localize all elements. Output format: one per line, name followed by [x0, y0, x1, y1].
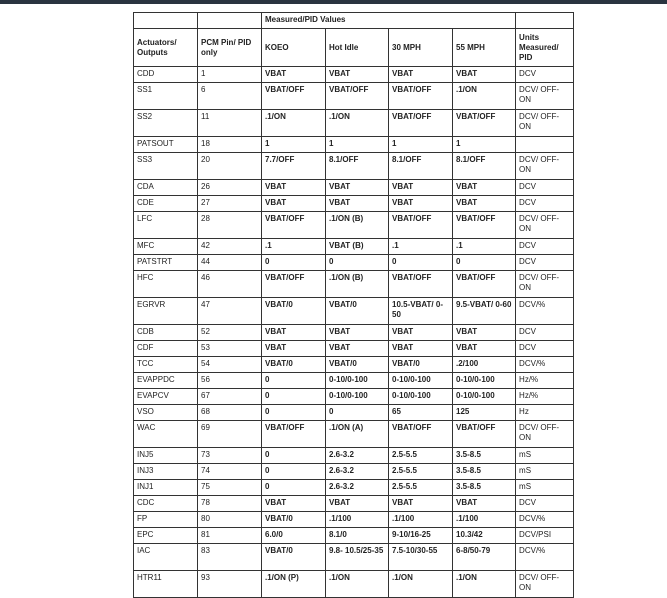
cell-pcm-pin: 6 — [198, 83, 262, 110]
cell-55mph: VBAT/OFF — [453, 212, 516, 239]
cell-actuator: INJ1 — [134, 480, 198, 496]
cell-hot-idle: VBAT — [326, 341, 389, 357]
cell-30mph: VBAT — [389, 196, 453, 212]
cell-30mph: VBAT — [389, 325, 453, 341]
cell-hot-idle: VBAT/0 — [326, 357, 389, 373]
cell-actuator: HTR11 — [134, 571, 198, 598]
cell-hot-idle: .1/100 — [326, 512, 389, 528]
cell-55mph: 8.1/OFF — [453, 153, 516, 180]
cell-koeo: 7.7/OFF — [262, 153, 326, 180]
cell-hot-idle: VBAT — [326, 496, 389, 512]
empty-header-cell — [198, 13, 262, 29]
table-row — [134, 153, 574, 180]
cell-55mph: .1 — [453, 239, 516, 255]
cell-units: DCV/ OFF-ON — [516, 153, 574, 180]
cell-units: DCV — [516, 341, 574, 357]
cell-units: DCV/ OFF-ON — [516, 83, 574, 110]
cell-koeo: .1/ON — [262, 110, 326, 137]
cell-actuator: INJ5 — [134, 448, 198, 464]
cell-actuator: CDC — [134, 496, 198, 512]
table-row — [134, 325, 574, 341]
cell-units — [516, 137, 574, 153]
cell-actuator: PATSOUT — [134, 137, 198, 153]
cell-koeo: 6.0/0 — [262, 528, 326, 544]
col-header-actuators: Actuators/ Outputs — [134, 29, 198, 67]
cell-pcm-pin: 1 — [198, 67, 262, 83]
cell-units: DCV — [516, 255, 574, 271]
cell-units: mS — [516, 480, 574, 496]
col-header-koeo: KOEO — [262, 29, 326, 67]
cell-hot-idle: VBAT/0 — [326, 298, 389, 325]
cell-koeo: VBAT — [262, 496, 326, 512]
cell-units: DCV — [516, 496, 574, 512]
cell-55mph: VBAT — [453, 496, 516, 512]
cell-pcm-pin: 69 — [198, 421, 262, 448]
cell-30mph: 0-10/0-100 — [389, 389, 453, 405]
cell-30mph: 7.5-10/30-55 — [389, 544, 453, 571]
cell-55mph: 0-10/0-100 — [453, 373, 516, 389]
cell-units: mS — [516, 448, 574, 464]
cell-30mph: VBAT — [389, 180, 453, 196]
table-row — [134, 196, 574, 212]
cell-55mph: VBAT/OFF — [453, 421, 516, 448]
cell-pcm-pin: 53 — [198, 341, 262, 357]
cell-30mph: 2.5-5.5 — [389, 464, 453, 480]
cell-55mph: 3.5-8.5 — [453, 448, 516, 464]
col-header-55mph: 55 MPH — [453, 29, 516, 67]
cell-actuator: IAC — [134, 544, 198, 571]
cell-55mph: VBAT — [453, 341, 516, 357]
cell-units: DCV/% — [516, 544, 574, 571]
table-row — [134, 421, 574, 448]
cell-55mph: 6-8/50-79 — [453, 544, 516, 571]
table-row — [134, 180, 574, 196]
column-header-row — [134, 29, 574, 67]
table-row — [134, 448, 574, 464]
table-row — [134, 464, 574, 480]
cell-koeo: 0 — [262, 389, 326, 405]
table-row — [134, 83, 574, 110]
cell-hot-idle: VBAT/OFF — [326, 83, 389, 110]
cell-pcm-pin: 93 — [198, 571, 262, 598]
table-row — [134, 239, 574, 255]
cell-koeo: 0 — [262, 464, 326, 480]
cell-actuator: EGRVR — [134, 298, 198, 325]
cell-pcm-pin: 73 — [198, 448, 262, 464]
cell-hot-idle: .1/ON (B) — [326, 212, 389, 239]
cell-55mph: .1/100 — [453, 512, 516, 528]
cell-koeo: VBAT/OFF — [262, 83, 326, 110]
cell-actuator: INJ3 — [134, 464, 198, 480]
cell-koeo: VBAT/0 — [262, 298, 326, 325]
empty-header-cell — [134, 13, 198, 29]
cell-koeo: VBAT — [262, 67, 326, 83]
cell-30mph: VBAT/OFF — [389, 212, 453, 239]
cell-pcm-pin: 44 — [198, 255, 262, 271]
table-row — [134, 373, 574, 389]
cell-hot-idle: VBAT — [326, 67, 389, 83]
table-row — [134, 110, 574, 137]
cell-hot-idle: 2.6-3.2 — [326, 480, 389, 496]
cell-pcm-pin: 67 — [198, 389, 262, 405]
cell-actuator: EVAPCV — [134, 389, 198, 405]
cell-units: Hz/% — [516, 389, 574, 405]
cell-55mph: .1/ON — [453, 83, 516, 110]
cell-55mph: 1 — [453, 137, 516, 153]
cell-hot-idle: .1/ON (A) — [326, 421, 389, 448]
cell-pcm-pin: 83 — [198, 544, 262, 571]
cell-hot-idle: 9.8- 10.5/25-35 — [326, 544, 389, 571]
pid-values-table — [133, 12, 574, 598]
cell-actuator: SS2 — [134, 110, 198, 137]
cell-actuator: LFC — [134, 212, 198, 239]
cell-actuator: TCC — [134, 357, 198, 373]
cell-30mph: VBAT/OFF — [389, 110, 453, 137]
cell-units: DCV — [516, 239, 574, 255]
cell-actuator: WAC — [134, 421, 198, 448]
cell-koeo: VBAT — [262, 180, 326, 196]
cell-units: mS — [516, 464, 574, 480]
table-row — [134, 271, 574, 298]
cell-actuator: CDD — [134, 67, 198, 83]
cell-pcm-pin: 81 — [198, 528, 262, 544]
cell-units: DCV/% — [516, 357, 574, 373]
cell-30mph: 0 — [389, 255, 453, 271]
cell-actuator: EPC — [134, 528, 198, 544]
cell-koeo: VBAT/OFF — [262, 421, 326, 448]
cell-pcm-pin: 27 — [198, 196, 262, 212]
cell-30mph: VBAT/OFF — [389, 271, 453, 298]
cell-actuator: PATSTRT — [134, 255, 198, 271]
cell-30mph: 10.5-VBAT/ 0-50 — [389, 298, 453, 325]
cell-30mph: 1 — [389, 137, 453, 153]
cell-hot-idle: 0-10/0-100 — [326, 373, 389, 389]
cell-units: DCV — [516, 325, 574, 341]
cell-30mph: VBAT — [389, 341, 453, 357]
cell-hot-idle: 0-10/0-100 — [326, 389, 389, 405]
table-row — [134, 357, 574, 373]
cell-units: DCV/% — [516, 512, 574, 528]
cell-pcm-pin: 11 — [198, 110, 262, 137]
table-row — [134, 512, 574, 528]
cell-30mph: VBAT — [389, 496, 453, 512]
cell-pcm-pin: 54 — [198, 357, 262, 373]
cell-koeo: VBAT/0 — [262, 512, 326, 528]
cell-actuator: MFC — [134, 239, 198, 255]
cell-30mph: .1/100 — [389, 512, 453, 528]
cell-30mph: 0-10/0-100 — [389, 373, 453, 389]
cell-hot-idle: 8.1/OFF — [326, 153, 389, 180]
cell-units: Hz — [516, 405, 574, 421]
cell-units: Hz/% — [516, 373, 574, 389]
cell-hot-idle: 2.6-3.2 — [326, 448, 389, 464]
cell-55mph: .2/100 — [453, 357, 516, 373]
top-border-bar — [0, 0, 667, 4]
cell-55mph: 3.5-8.5 — [453, 464, 516, 480]
cell-koeo: VBAT/OFF — [262, 212, 326, 239]
cell-units: DCV — [516, 180, 574, 196]
cell-actuator: FP — [134, 512, 198, 528]
cell-30mph: VBAT — [389, 67, 453, 83]
cell-koeo: VBAT — [262, 196, 326, 212]
cell-30mph: 9-10/16-25 — [389, 528, 453, 544]
cell-actuator: VSO — [134, 405, 198, 421]
cell-pcm-pin: 74 — [198, 464, 262, 480]
cell-55mph: VBAT — [453, 325, 516, 341]
cell-pcm-pin: 46 — [198, 271, 262, 298]
cell-units: DCV/ OFF-ON — [516, 271, 574, 298]
cell-55mph: VBAT/OFF — [453, 110, 516, 137]
cell-pcm-pin: 52 — [198, 325, 262, 341]
cell-hot-idle: 2.6-3.2 — [326, 464, 389, 480]
cell-hot-idle: VBAT (B) — [326, 239, 389, 255]
group-header-row — [134, 13, 574, 29]
cell-55mph: 10.3/42 — [453, 528, 516, 544]
cell-hot-idle: VBAT — [326, 180, 389, 196]
cell-55mph: VBAT/OFF — [453, 271, 516, 298]
cell-30mph: 65 — [389, 405, 453, 421]
cell-hot-idle: .1/ON — [326, 110, 389, 137]
cell-actuator: HFC — [134, 271, 198, 298]
cell-55mph: 9.5-VBAT/ 0-60 — [453, 298, 516, 325]
cell-pcm-pin: 56 — [198, 373, 262, 389]
cell-units: DCV/% — [516, 298, 574, 325]
cell-30mph: VBAT/OFF — [389, 83, 453, 110]
col-header-units: Units Measured/ PID — [516, 29, 574, 67]
cell-koeo: 0 — [262, 480, 326, 496]
cell-30mph: .1/ON — [389, 571, 453, 598]
cell-koeo: 0 — [262, 405, 326, 421]
cell-units: DCV/PSI — [516, 528, 574, 544]
cell-pcm-pin: 20 — [198, 153, 262, 180]
cell-30mph: 2.5-5.5 — [389, 480, 453, 496]
cell-koeo: .1 — [262, 239, 326, 255]
table-row — [134, 298, 574, 325]
cell-30mph: 8.1/OFF — [389, 153, 453, 180]
cell-koeo: .1/ON (P) — [262, 571, 326, 598]
cell-units: DCV — [516, 67, 574, 83]
cell-30mph: VBAT/OFF — [389, 421, 453, 448]
table-row — [134, 137, 574, 153]
cell-pcm-pin: 78 — [198, 496, 262, 512]
cell-actuator: EVAPPDC — [134, 373, 198, 389]
empty-header-cell — [516, 13, 574, 29]
cell-actuator: CDB — [134, 325, 198, 341]
cell-hot-idle: .1/ON (B) — [326, 271, 389, 298]
table-row — [134, 405, 574, 421]
cell-hot-idle: VBAT — [326, 325, 389, 341]
cell-hot-idle: 0 — [326, 405, 389, 421]
cell-koeo: VBAT/0 — [262, 357, 326, 373]
cell-pcm-pin: 28 — [198, 212, 262, 239]
cell-koeo: VBAT — [262, 341, 326, 357]
table-row — [134, 496, 574, 512]
cell-actuator: CDE — [134, 196, 198, 212]
cell-actuator: SS1 — [134, 83, 198, 110]
cell-pcm-pin: 18 — [198, 137, 262, 153]
measured-pid-values-header: Measured/PID Values — [262, 13, 516, 29]
table-row — [134, 255, 574, 271]
cell-koeo: 1 — [262, 137, 326, 153]
cell-units: DCV/ OFF-ON — [516, 421, 574, 448]
col-header-hot-idle: Hot Idle — [326, 29, 389, 67]
cell-pcm-pin: 26 — [198, 180, 262, 196]
cell-hot-idle: 8.1/0 — [326, 528, 389, 544]
cell-55mph: .1/ON — [453, 571, 516, 598]
cell-30mph: VBAT/0 — [389, 357, 453, 373]
table-row — [134, 212, 574, 239]
cell-hot-idle: VBAT — [326, 196, 389, 212]
col-header-pcm-pin: PCM Pin/ PID only — [198, 29, 262, 67]
cell-55mph: VBAT — [453, 196, 516, 212]
cell-pcm-pin: 42 — [198, 239, 262, 255]
cell-55mph: 3.5-8.5 — [453, 480, 516, 496]
cell-pcm-pin: 47 — [198, 298, 262, 325]
cell-55mph: 0 — [453, 255, 516, 271]
cell-55mph: VBAT — [453, 67, 516, 83]
cell-koeo: 0 — [262, 448, 326, 464]
cell-hot-idle: 0 — [326, 255, 389, 271]
cell-koeo: VBAT — [262, 325, 326, 341]
cell-units: DCV/ OFF-ON — [516, 212, 574, 239]
cell-koeo: VBAT/0 — [262, 544, 326, 571]
table-row — [134, 480, 574, 496]
cell-units: DCV/ OFF-ON — [516, 571, 574, 598]
cell-pcm-pin: 80 — [198, 512, 262, 528]
cell-actuator: SS3 — [134, 153, 198, 180]
cell-hot-idle: 1 — [326, 137, 389, 153]
cell-koeo: VBAT/OFF — [262, 271, 326, 298]
table-row — [134, 67, 574, 83]
cell-hot-idle: .1/ON — [326, 571, 389, 598]
col-header-30mph: 30 MPH — [389, 29, 453, 67]
cell-pcm-pin: 68 — [198, 405, 262, 421]
cell-pcm-pin: 75 — [198, 480, 262, 496]
cell-units: DCV — [516, 196, 574, 212]
cell-55mph: 0-10/0-100 — [453, 389, 516, 405]
table-row — [134, 389, 574, 405]
cell-55mph: 125 — [453, 405, 516, 421]
cell-30mph: .1 — [389, 239, 453, 255]
cell-koeo: 0 — [262, 255, 326, 271]
cell-actuator: CDF — [134, 341, 198, 357]
table-row — [134, 341, 574, 357]
table-row — [134, 528, 574, 544]
cell-actuator: CDA — [134, 180, 198, 196]
cell-koeo: 0 — [262, 373, 326, 389]
cell-30mph: 2.5-5.5 — [389, 448, 453, 464]
cell-55mph: VBAT — [453, 180, 516, 196]
cell-units: DCV/ OFF-ON — [516, 110, 574, 137]
table-row — [134, 544, 574, 571]
